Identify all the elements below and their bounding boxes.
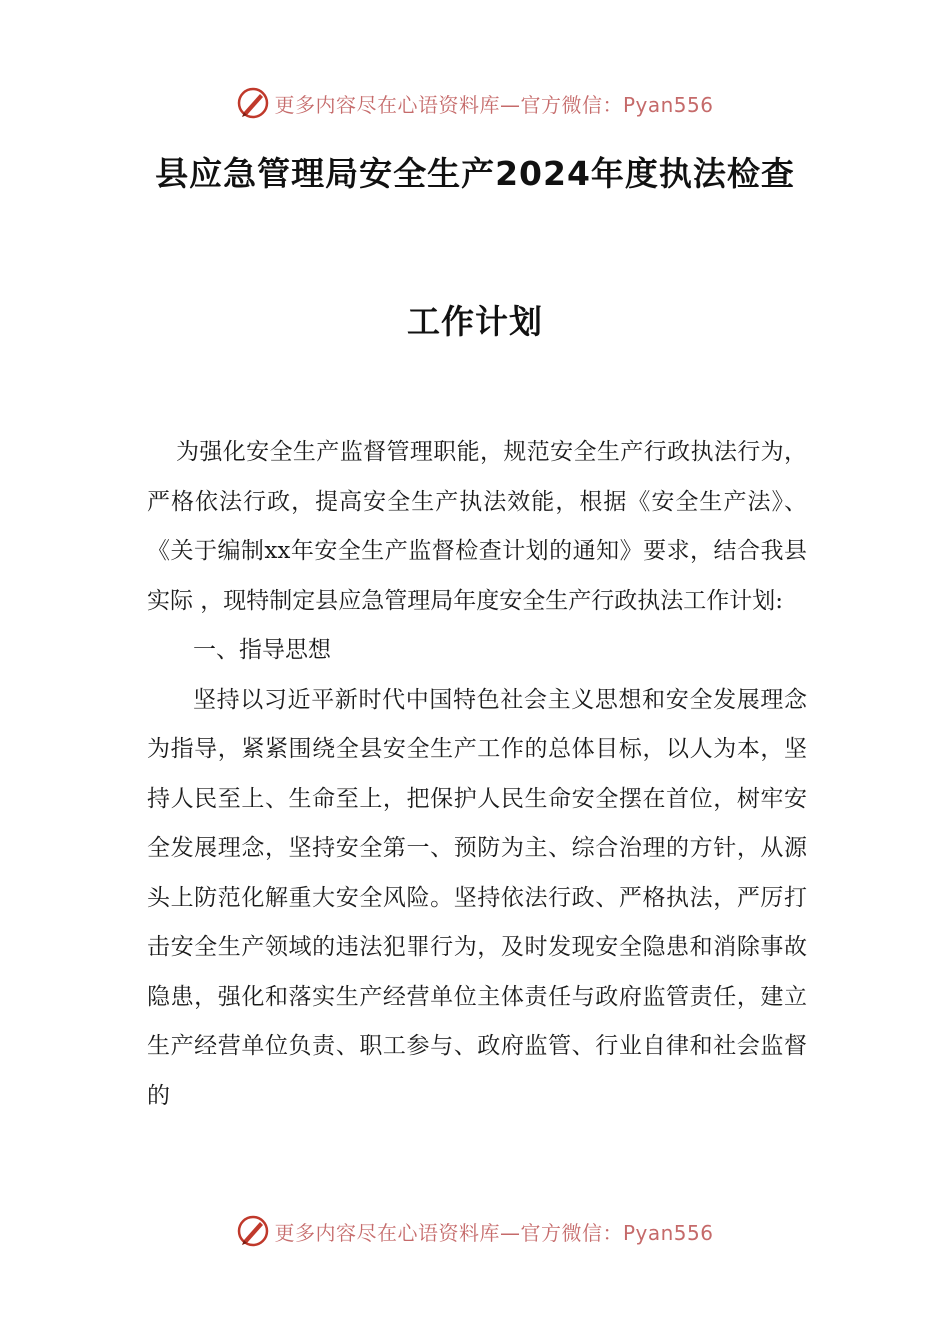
section-heading-guiding-thought: 一、指导思想 <box>193 637 331 663</box>
pen-logo-icon <box>236 86 270 120</box>
watermark-banner-bottom <box>0 1211 950 1251</box>
intro-paragraph: 为强化安全生产监督管理职能，规范安全生产行政执法行为，严格依法行政，提高安全生产执法效能，根据《安全生产法》、《关于编制xx年安全生产监督检查计划的通知》要求，结合我县实际 ，现特制定县应急管理局年度安全生产行政执法工作计划: <box>147 439 807 614</box>
document-body <box>147 428 807 1121</box>
pen-logo-icon <box>236 1214 270 1248</box>
watermark-text: 更多内容尽在心语资料库—官方微信：Pyan556 <box>274 92 714 117</box>
document-title-line2: 工作计划 <box>407 302 543 341</box>
watermark-banner-top <box>0 83 950 123</box>
document-title-line1: 县应急管理局安全生产2024年度执法检查 <box>155 154 795 193</box>
section-paragraph: 坚持以习近平新时代中国特色社会主义思想和安全发展理念为指导，紧紧围绕全县安全生产工作的总体目标，以人为本，坚持人民至上、生命至上，把保护人民生命安全摆在首位，树牢安全发展理念，坚持安全第一、预防为主、综合治理的方针，从源头上防范化解重大安全风险。坚持依法行政、严格执法，严厉打击安全生产领域的违法犯罪行为，及时发现安全隐患和消除事故隐患，强化和落实生产经营单位主体责任与政府监管责任，建立生产经营单位负责、职工参与、政府监管、行业自律和社会监督的 <box>147 686 807 1109</box>
watermark-text: 更多内容尽在心语资料库—官方微信：Pyan556 <box>274 1220 714 1245</box>
